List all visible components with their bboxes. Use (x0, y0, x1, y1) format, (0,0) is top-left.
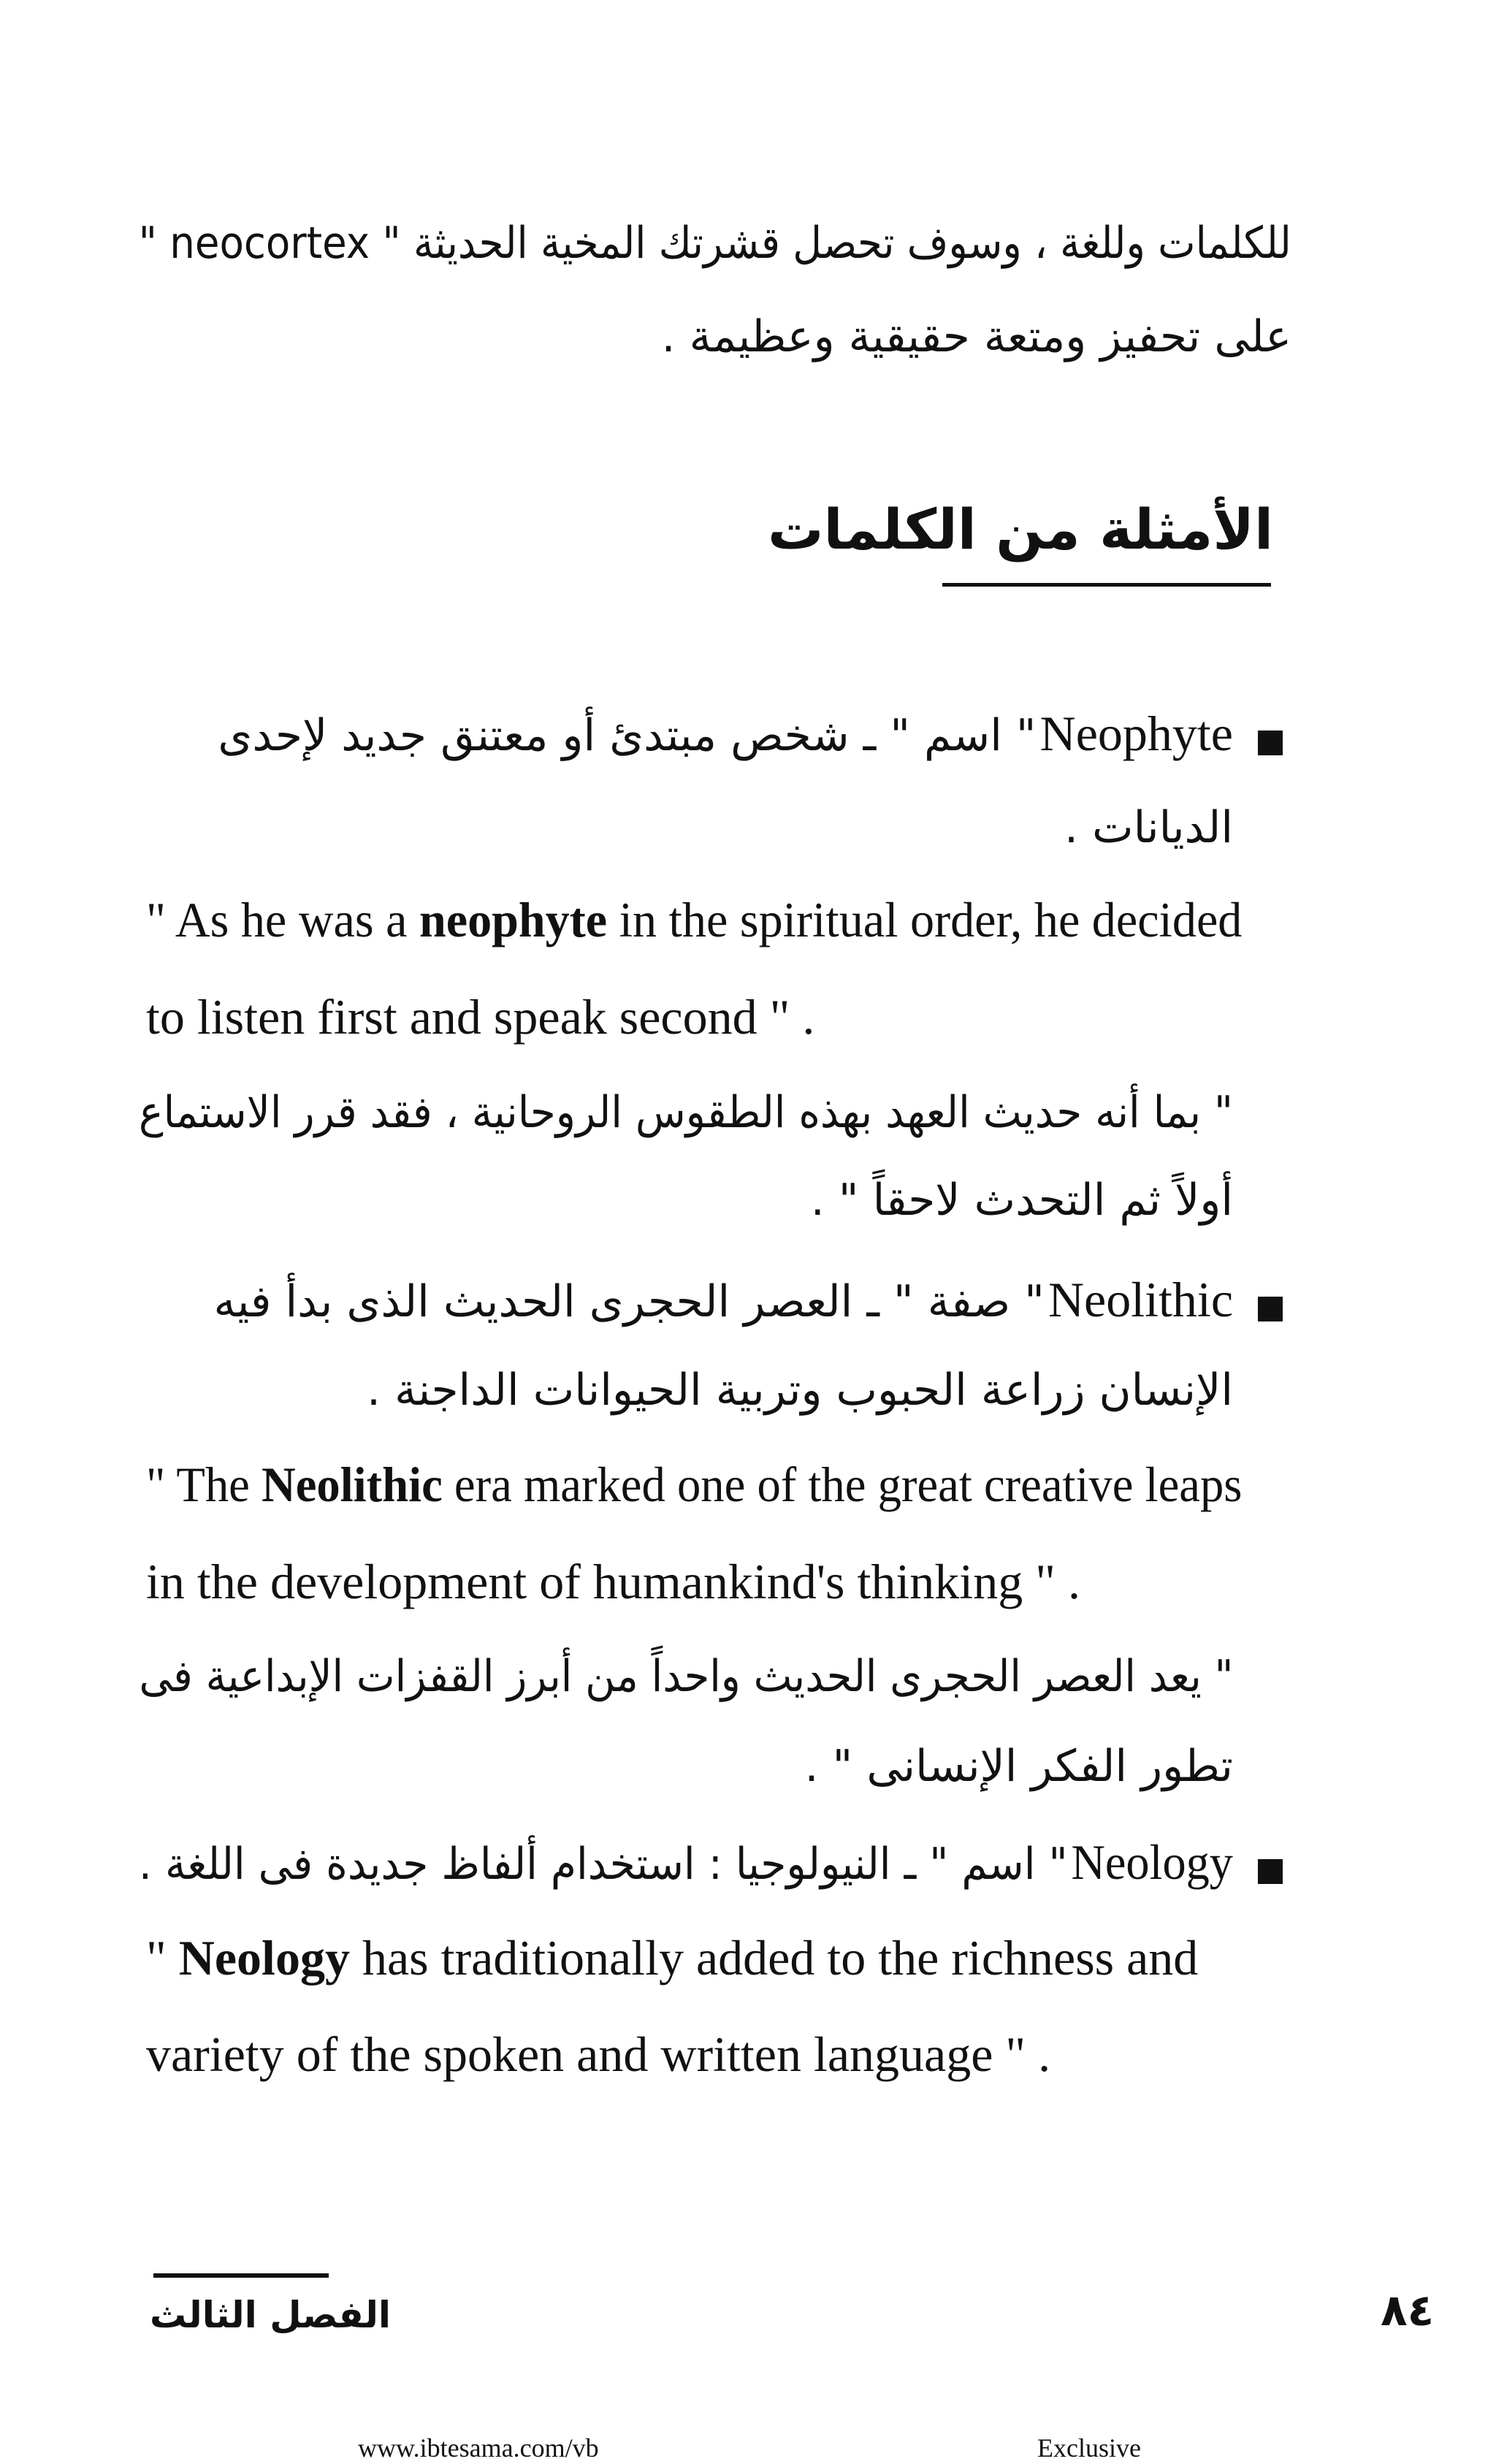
entry-definition-cont: الديانات . (1064, 802, 1233, 853)
entry-neophyte-definition (218, 705, 1233, 763)
page-number: ٨٤ (1381, 2285, 1435, 2336)
entry-headword: Neology (1071, 1834, 1233, 1890)
footer-url[interactable]: www.ibtesama.com/vb (358, 2433, 599, 2463)
bullet-icon (1258, 731, 1283, 755)
intro-line-1: للكلمات وللغة ، وسوف تحصل قشرتك المخية الحديثة " neocortex " (139, 218, 1292, 269)
entry-definition: " صفة " ـ العصر الحجرى الحديث الذى بدأ فيه (213, 1276, 1045, 1327)
entry-example-ar-cont: أولاً ثم التحدث لاحقاً " . (810, 1175, 1233, 1226)
entry-example-ar-cont: تطور الفكر الإنسانى " . (804, 1741, 1233, 1792)
chapter-title: الفصل الثالث (150, 2294, 392, 2336)
entry-example-en: " The Neolithic era marked one of the great creative leaps (146, 1457, 1243, 1512)
section-heading: الأمثلة من الكلمات (768, 497, 1273, 562)
entry-example-en: " As he was a neophyte in the spiritual order, he decided (146, 892, 1243, 947)
bullet-icon (1258, 1859, 1283, 1884)
footer-label: Exclusive (1037, 2433, 1141, 2463)
entry-headword: Neolithic (1047, 1272, 1233, 1327)
entry-headword: Neophyte (1039, 706, 1233, 761)
entry-example-en-cont: in the development of humankind's thinking " . (146, 1554, 1080, 1609)
entry-example-en-cont: to listen first and speak second " . (146, 989, 815, 1045)
entry-example-en: " Neology has traditionally added to the richness and (146, 1930, 1199, 1986)
intro-line-2: على تحفيز ومتعة حقيقية وعظيمة . (661, 311, 1291, 362)
entry-example-ar: " يعد العصر الحجرى الحديث واحداً من أبرز القفزات الإبداعية فى (139, 1651, 1233, 1702)
entry-definition: " اسم " ـ شخص مبتدئ أو معتنق جديد لإحدى (218, 710, 1037, 761)
entry-definition: " اسم " ـ النيولوجيا : استخدام ألفاظ جديدة فى اللغة . (139, 1839, 1068, 1890)
heading-underline (942, 583, 1271, 587)
bullet-icon (1258, 1297, 1283, 1321)
entry-neology-definition (139, 1834, 1233, 1891)
entry-example-ar: " بما أنه حديث العهد بهذه الطقوس الروحانية ، فقد قرر الاستماع (139, 1087, 1233, 1138)
entry-example-en-cont: variety of the spoken and written language " . (146, 2026, 1051, 2082)
entry-neolithic-definition (213, 1271, 1233, 1329)
entry-definition-cont: الإنسان زراعة الحبوب وتربية الحيوانات الداجنة . (367, 1365, 1233, 1416)
footer-rule (153, 2273, 329, 2278)
